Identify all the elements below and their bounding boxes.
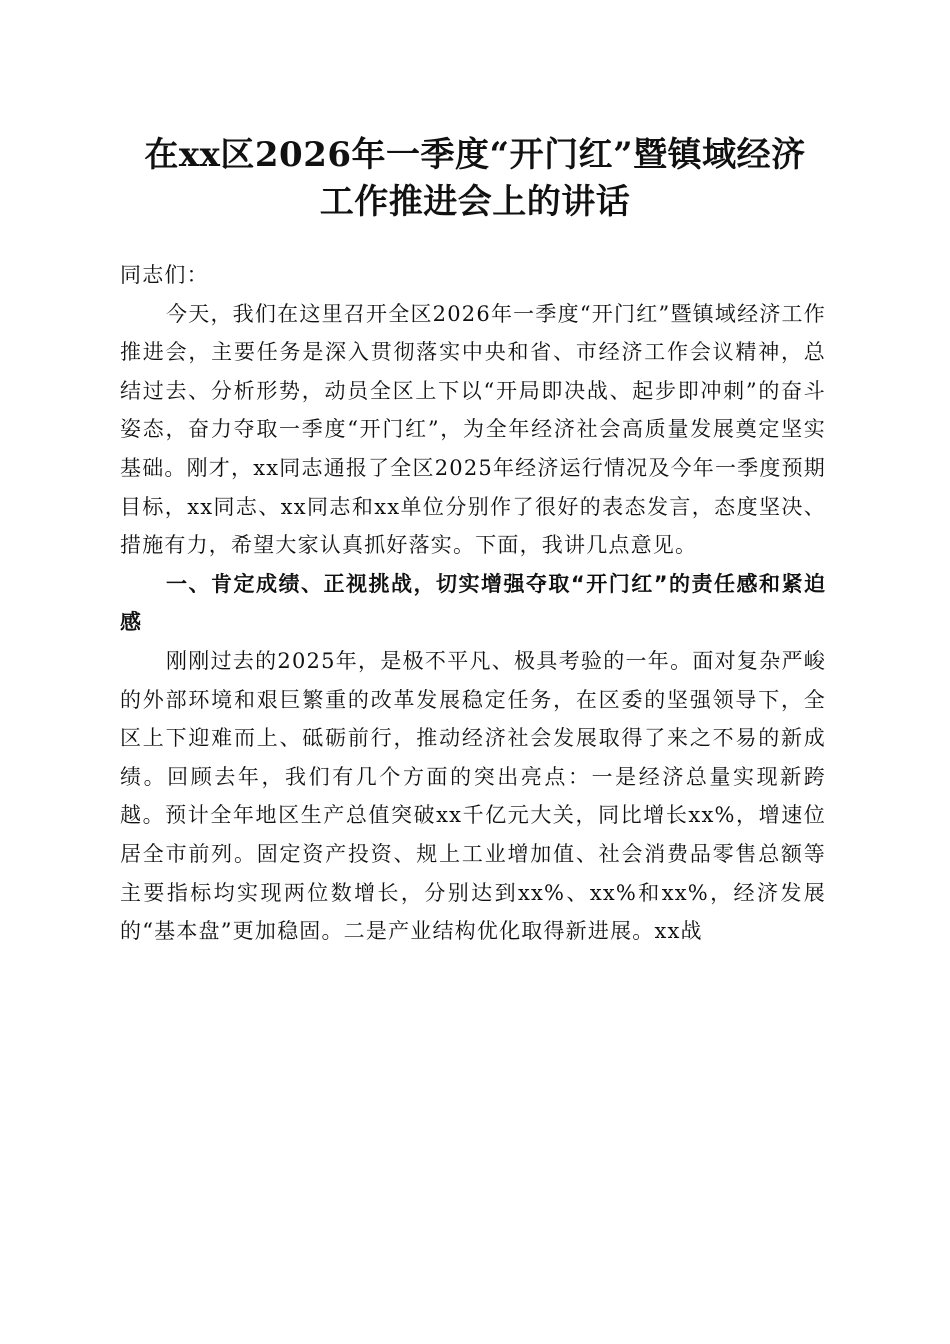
paragraph-2: 刚刚过去的2025年，是极不平凡、极具考验的一年。面对复杂严峻的外部环境和艰巨繁重的改革发展稳定任务，在区委的坚强领导下，全区上下迎难而上、砥砺前行，推动经济社会发展取得了来之不易的新成绩。回顾去年，我们有几个方面的突出亮点：一是经济总量实现新跨越。预计全年地区生产总值突破xx千亿元大关，同比增长xx%，增速位居全市前列。固定资产投资、规上工业增加值、社会消费品零售总额等主要指标均实现两位数增长，分别达到xx%、xx%和xx%，经济发展的“基本盘”更加稳固。二是产业结构优化取得新进展。xx战 (120, 648, 826, 944)
document-title (110, 132, 840, 226)
title-line-2: 工作推进会上的讲话 (319, 182, 631, 222)
paragraph-1: 今天，我们在这里召开全区2026年一季度“开门红”暨镇域经济工作推进会，主要任务是深入贯彻落实中央和省、市经济工作会议精神，总结过去、分析形势，动员全区上下以“开局即决战、起步即冲刺”的奋斗姿态，奋力夺取一季度“开门红”，为全年经济社会高质量发展奠定坚实基础。刚才，xx同志通报了全区2025年经济运行情况及今年一季度预期目标，xx同志、xx同志和xx单位分别作了很好的表态发言，态度坚决、措施有力，希望大家认真抓好落实。下面，我讲几点意见。 (120, 301, 826, 558)
salutation: 同志们： (120, 263, 209, 287)
section-1-heading: 一、肯定成绩、正视挑战，切实增强夺取“开门红”的责任感和紧迫感 (120, 571, 826, 635)
title-line-1: 在xx区2026年一季度“开门红”暨镇域经济 (144, 135, 806, 175)
document-body (120, 256, 826, 951)
